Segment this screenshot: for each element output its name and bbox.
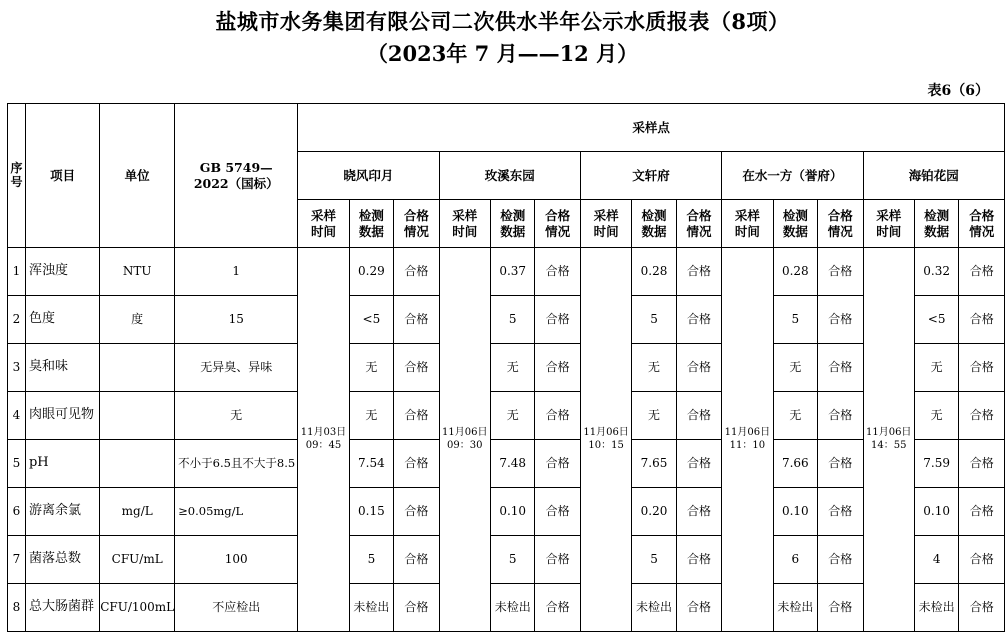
test-value: <5 (349, 296, 393, 344)
pass-status: 合格 (535, 584, 580, 632)
row-item: 浑浊度 (25, 248, 99, 296)
pass-status: 合格 (394, 440, 439, 488)
row-item: 游离余氯 (25, 488, 99, 536)
pass-status: 合格 (676, 536, 721, 584)
row-number: 6 (8, 488, 26, 536)
sample-time: 11月03日 09：45 (298, 248, 349, 632)
header-sample-time: 采样时间 (439, 200, 490, 248)
test-value: 0.10 (490, 488, 534, 536)
table-row (8, 344, 1005, 392)
header-sample-time: 采样时间 (863, 200, 914, 248)
test-value: 0.32 (914, 248, 958, 296)
row-unit: NTU (100, 248, 175, 296)
row-number: 7 (8, 536, 26, 584)
table-number: 表6（6） (927, 83, 989, 99)
test-value: 0.29 (349, 248, 393, 296)
test-value: 5 (490, 536, 534, 584)
pass-status: 合格 (959, 344, 1005, 392)
header-test-data: 检测数据 (773, 200, 817, 248)
table-row (8, 248, 1005, 296)
pass-status: 合格 (535, 536, 580, 584)
pass-status: 合格 (818, 344, 863, 392)
row-standard: 无 (175, 392, 298, 440)
pass-status: 合格 (959, 536, 1005, 584)
pass-status: 合格 (676, 392, 721, 440)
pass-status: 合格 (676, 344, 721, 392)
test-value: 无 (490, 392, 534, 440)
test-value: 无 (914, 392, 958, 440)
test-value: 未检出 (914, 584, 958, 632)
row-item: 总大肠菌群 (25, 584, 99, 632)
header-standard: GB 5749—2022（国标） (175, 104, 298, 248)
header-seq: 序号 (8, 104, 26, 248)
test-value: 5 (773, 296, 817, 344)
sample-time: 11月06日 11：10 (722, 248, 773, 632)
table-row (8, 392, 1005, 440)
test-value: 无 (773, 344, 817, 392)
test-value: 0.10 (773, 488, 817, 536)
pass-status: 合格 (959, 248, 1005, 296)
pass-status: 合格 (676, 248, 721, 296)
header-status: 合格情况 (818, 200, 863, 248)
test-value: 无 (349, 392, 393, 440)
test-value: 无 (914, 344, 958, 392)
row-item: 肉眼可见物 (25, 392, 99, 440)
pass-status: 合格 (394, 392, 439, 440)
header-sampling-points: 采样点 (298, 104, 1005, 152)
row-standard: 无异臭、异味 (175, 344, 298, 392)
pass-status: 合格 (818, 536, 863, 584)
pass-status: 合格 (818, 248, 863, 296)
header-status: 合格情况 (535, 200, 580, 248)
header-test-data: 检测数据 (914, 200, 958, 248)
pass-status: 合格 (394, 344, 439, 392)
sample-time: 11月06日 10：15 (580, 248, 631, 632)
sample-time: 11月06日 14：55 (863, 248, 914, 632)
row-item: pH (25, 440, 99, 488)
test-value: 未检出 (490, 584, 534, 632)
site-name: 玫溪东园 (439, 152, 580, 200)
row-unit: 度 (100, 296, 175, 344)
row-unit: CFU/mL (100, 536, 175, 584)
report-title: 盐城市水务集团有限公司二次供水半年公示水质报表（8项） (215, 9, 790, 34)
row-standard: 100 (175, 536, 298, 584)
test-value: 4 (914, 536, 958, 584)
pass-status: 合格 (676, 488, 721, 536)
row-number: 2 (8, 296, 26, 344)
test-value: 7.66 (773, 440, 817, 488)
report-period: （2023年 7 月——12 月） (366, 41, 639, 66)
row-standard: ≥0.05mg/L (175, 488, 298, 536)
test-value: 5 (349, 536, 393, 584)
site-name: 海铂花园 (863, 152, 1004, 200)
pass-status: 合格 (959, 584, 1005, 632)
row-unit: mg/L (100, 488, 175, 536)
test-value: 无 (632, 344, 676, 392)
test-value: 未检出 (773, 584, 817, 632)
pass-status: 合格 (394, 536, 439, 584)
pass-status: 合格 (535, 488, 580, 536)
test-value: 0.10 (914, 488, 958, 536)
site-name: 晓风印月 (298, 152, 439, 200)
test-value: 7.59 (914, 440, 958, 488)
pass-status: 合格 (535, 440, 580, 488)
pass-status: 合格 (394, 488, 439, 536)
test-value: 6 (773, 536, 817, 584)
header-test-data: 检测数据 (632, 200, 676, 248)
row-item: 色度 (25, 296, 99, 344)
test-value: <5 (914, 296, 958, 344)
header-status: 合格情况 (676, 200, 721, 248)
pass-status: 合格 (394, 584, 439, 632)
row-number: 4 (8, 392, 26, 440)
table-row (8, 296, 1005, 344)
test-value: 无 (773, 392, 817, 440)
pass-status: 合格 (818, 584, 863, 632)
header-unit: 单位 (100, 104, 175, 248)
site-name: 在水一方（誉府） (722, 152, 863, 200)
pass-status: 合格 (959, 296, 1005, 344)
test-value: 无 (490, 344, 534, 392)
header-test-data: 检测数据 (490, 200, 534, 248)
row-number: 5 (8, 440, 26, 488)
pass-status: 合格 (818, 440, 863, 488)
table-row (8, 440, 1005, 488)
test-value: 5 (632, 296, 676, 344)
pass-status: 合格 (535, 248, 580, 296)
test-value: 0.28 (773, 248, 817, 296)
test-value: 0.20 (632, 488, 676, 536)
table-row (8, 584, 1005, 632)
test-value: 未检出 (632, 584, 676, 632)
pass-status: 合格 (818, 392, 863, 440)
row-number: 8 (8, 584, 26, 632)
pass-status: 合格 (959, 488, 1005, 536)
pass-status: 合格 (535, 296, 580, 344)
test-value: 0.15 (349, 488, 393, 536)
row-item: 菌落总数 (25, 536, 99, 584)
row-standard: 15 (175, 296, 298, 344)
test-value: 5 (632, 536, 676, 584)
test-value: 0.37 (490, 248, 534, 296)
header-sample-time: 采样时间 (298, 200, 349, 248)
row-number: 3 (8, 344, 26, 392)
header-sample-time: 采样时间 (580, 200, 631, 248)
pass-status: 合格 (676, 296, 721, 344)
header-sample-time: 采样时间 (722, 200, 773, 248)
pass-status: 合格 (959, 440, 1005, 488)
row-unit (100, 440, 175, 488)
pass-status: 合格 (818, 296, 863, 344)
test-value: 无 (632, 392, 676, 440)
pass-status: 合格 (676, 440, 721, 488)
table-row (8, 488, 1005, 536)
row-unit: CFU/100mL (100, 584, 175, 632)
test-value: 无 (349, 344, 393, 392)
row-item: 臭和味 (25, 344, 99, 392)
header-status: 合格情况 (959, 200, 1005, 248)
pass-status: 合格 (394, 248, 439, 296)
test-value: 5 (490, 296, 534, 344)
test-value: 未检出 (349, 584, 393, 632)
pass-status: 合格 (394, 296, 439, 344)
header-status: 合格情况 (394, 200, 439, 248)
row-unit (100, 392, 175, 440)
test-value: 7.48 (490, 440, 534, 488)
row-unit (100, 344, 175, 392)
header-test-data: 检测数据 (349, 200, 393, 248)
pass-status: 合格 (535, 344, 580, 392)
site-name: 文轩府 (580, 152, 721, 200)
row-standard: 不小于6.5且不大于8.5 (175, 440, 298, 488)
table-row (8, 536, 1005, 584)
pass-status: 合格 (818, 488, 863, 536)
row-number: 1 (8, 248, 26, 296)
pass-status: 合格 (959, 392, 1005, 440)
test-value: 7.54 (349, 440, 393, 488)
header-item: 项目 (25, 104, 99, 248)
pass-status: 合格 (676, 584, 721, 632)
test-value: 7.65 (632, 440, 676, 488)
test-value: 0.28 (632, 248, 676, 296)
pass-status: 合格 (535, 392, 580, 440)
water-quality-table (7, 103, 1005, 632)
row-standard: 1 (175, 248, 298, 296)
row-standard: 不应检出 (175, 584, 298, 632)
sample-time: 11月06日 09：30 (439, 248, 490, 632)
